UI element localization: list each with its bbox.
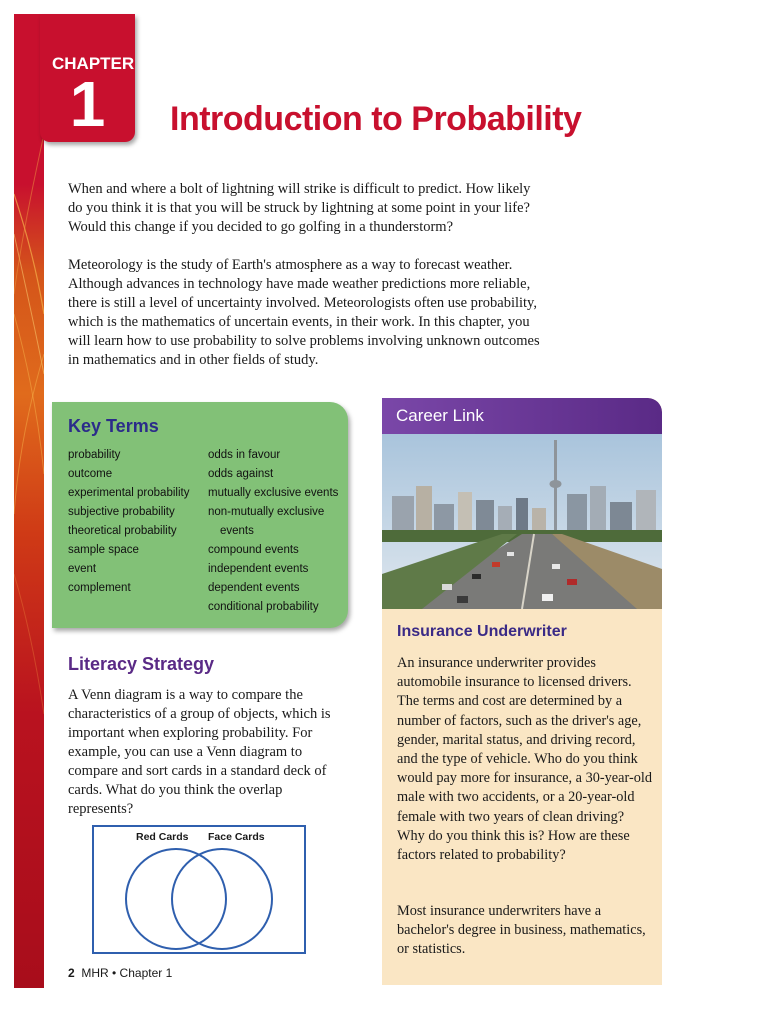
venn-label-face-cards: Face Cards [208,831,265,843]
key-terms-title: Key Terms [68,416,159,436]
career-link-title: Career Link [396,406,484,425]
key-terms-column-1 [68,446,213,598]
key-term: probability [68,449,121,461]
key-terms-column-2 [208,446,348,617]
key-term: odds in favour [208,449,281,461]
strip-pattern [14,14,44,988]
chapter-title: Introduction to Probability [170,100,582,138]
career-link-header [382,398,662,434]
venn-diagram [92,825,306,954]
key-term: experimental probability [68,487,190,499]
key-term: complement [68,582,131,594]
chapter-number: 1 [69,68,106,140]
key-term: mutually exclusive events [208,487,339,499]
key-term-continued: events [220,525,254,537]
career-link-box [382,398,662,985]
key-term: sample space [68,544,139,556]
venn-circle-right [172,849,272,949]
key-term: non-mutually exclusive [208,506,325,518]
key-term: event [68,563,97,575]
key-term: theoretical probability [68,525,177,537]
career-subtitle: Insurance Underwriter [397,623,567,640]
chapter-tab [40,14,135,142]
key-term: subjective probability [68,506,175,518]
career-paragraph-1: An insurance underwriter provides automobile insurance to licensed drivers. The terms and cost are determined by a number of factors, such as the driver's age, gender, marital status, and driving record, and the type of vehicle. Who do you think would pay more for insurance, a 30-year-old male with two accidents, or a 20-year-old female with two years of clean driving? Why do you think this is? How are these factors related to probability? [397,655,652,864]
venn-circle-left [126,849,226,949]
literacy-strategy-text: A Venn diagram is a way to compare the characteristics of a group of objects, which is important when exploring probability. For example, you can use a Venn diagram to compare and sort cards in a standard deck of cards. What do you think the overlap represents? [68,687,331,817]
key-term: outcome [68,468,113,480]
intro-paragraph-2: Meteorology is the study of Earth's atmosphere as a way to forecast weather. Although advances in technology have made weather predictions more reliable, there is still a level of uncertainty involved. Meteorologists often use probability, which is the mathematics of uncertain events, in their work. In this chapter, you will learn how to use probability to solve problems involving unknown outcomes in mathematics and in other fields of study. [68,257,540,368]
highway-city-photo [382,434,662,609]
key-term: conditional probability [208,601,319,613]
career-paragraph-2: Most insurance underwriters have a bachelor's degree in business, mathematics, or statistics. [397,903,646,958]
key-term: compound events [208,544,299,556]
key-terms-box [52,402,348,628]
decorative-side-strip [14,14,44,988]
page-footer [68,966,172,980]
key-term: independent events [208,563,309,575]
venn-label-red-cards: Red Cards [136,831,189,843]
key-term: odds against [208,468,274,480]
intro-paragraph-1: When and where a bolt of lightning will strike is difficult to predict. How likely do you think it is that you will be struck by lightning at some point in your life? Would this change if you decided to go golfing in a thunderstorm? [68,181,531,235]
footer-text: MHR • Chapter 1 [81,966,173,980]
venn-circles [94,827,304,952]
literacy-strategy-title: Literacy Strategy [68,654,215,674]
key-term: dependent events [208,582,300,594]
chapter-label: CHAPTER [52,54,135,73]
page-number: 2 [68,966,75,980]
